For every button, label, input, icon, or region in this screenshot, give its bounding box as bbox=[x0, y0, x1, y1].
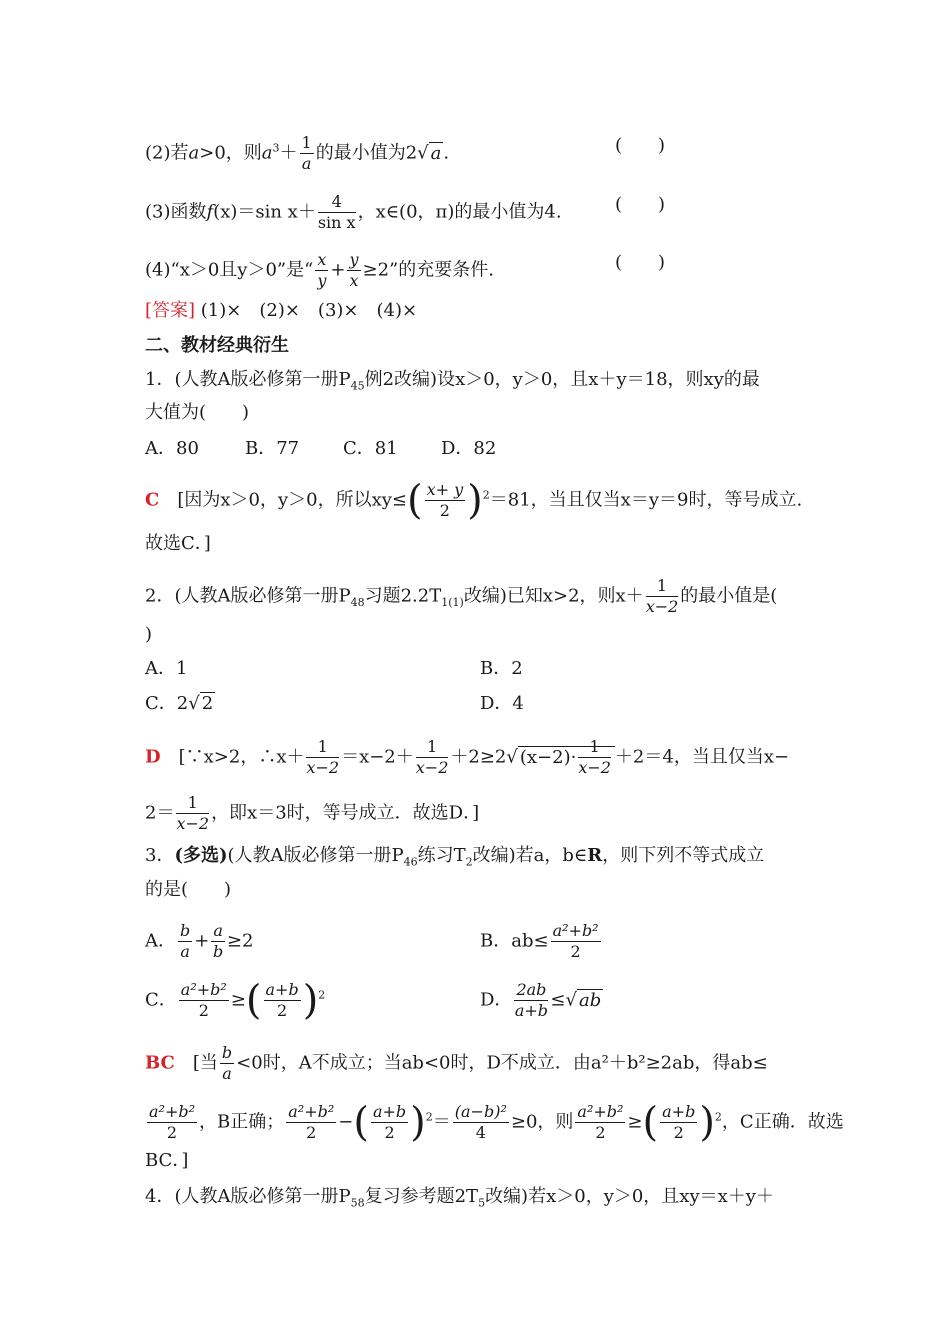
item-4-frac2 bbox=[347, 250, 360, 291]
frac-den: 2 bbox=[306, 1123, 317, 1142]
frac-den: y bbox=[317, 271, 327, 290]
q3-line2: 的是( ) bbox=[145, 879, 232, 900]
answer-text: (1)× (2)× (3)× (4)× bbox=[195, 300, 418, 321]
right-paren: ) bbox=[699, 1099, 715, 1146]
q2-answer: D [∵x>2，∴x＋ $\frac{1}{x-2}$ ＝x−2＋ $\frac{1}{x-2}$ ＋2≥2√ (x−2)· $\frac{1}{x-2}$ ＋2＝4，当且仅当x− bbox=[145, 737, 790, 777]
frac-den: a+b bbox=[514, 1001, 549, 1020]
q3-ans-frac5 bbox=[453, 1102, 509, 1143]
item-2-prefix: (2)若 bbox=[145, 142, 189, 164]
frac-den: x−2 bbox=[415, 758, 449, 777]
q3-line1 bbox=[145, 843, 810, 876]
q1-option-a: A．80 bbox=[145, 438, 199, 459]
q2-text-c: 的最小值是( bbox=[680, 585, 778, 607]
q3-eq: ＝ bbox=[432, 1111, 451, 1133]
frac-den: 2 bbox=[439, 501, 450, 520]
q3-ans-frac7 bbox=[660, 1102, 697, 1143]
q3-a-frac1 bbox=[178, 921, 192, 962]
q1-option-b: B．77 bbox=[245, 438, 300, 459]
item-2-root: a bbox=[430, 142, 442, 164]
frac-den: 2 bbox=[277, 1001, 288, 1020]
q2-ans-frac2 bbox=[416, 737, 449, 778]
frac-num: a²+b² bbox=[180, 980, 227, 999]
item-3-prefix: (3)函数 bbox=[145, 201, 207, 223]
q3-minus: − bbox=[338, 1111, 354, 1133]
frac-den: a bbox=[180, 942, 190, 961]
q1-answer-letter: C bbox=[145, 489, 160, 511]
item-4-prefix: (4)“x＞0且y＞0”是“ bbox=[145, 259, 314, 281]
q1-text: 1．(人教A版必修第一册P bbox=[145, 369, 351, 390]
q2-answer-line2 bbox=[145, 793, 810, 834]
frac-num: 1 bbox=[306, 737, 339, 758]
q1-option-d: D．82 bbox=[441, 438, 497, 459]
frac-den: x−2 bbox=[176, 814, 210, 833]
frac-den: sin x bbox=[317, 213, 356, 232]
q3-text-b: (人教A版必修第一册P bbox=[227, 845, 404, 866]
q3-c-frac1 bbox=[179, 980, 229, 1021]
q3-text-d: 改编)若a，b∈ bbox=[472, 845, 588, 866]
frac-num: 2ab bbox=[516, 980, 547, 999]
q2-answer2-b: ，即x＝3时，等号成立．故选D．] bbox=[211, 802, 480, 824]
q2-answer-letter: D bbox=[145, 746, 161, 768]
frac-num: a²+b² bbox=[149, 1102, 196, 1121]
q2-answer-a: [∵x>2，∴x＋ bbox=[160, 746, 305, 768]
q3-ans-frac2 bbox=[147, 1102, 197, 1143]
q1-sub: 45 bbox=[350, 379, 365, 393]
q3-ans-frac1 bbox=[220, 1043, 234, 1084]
q2-ans-frac1 bbox=[306, 737, 339, 778]
frac-den: 2 bbox=[673, 1123, 684, 1142]
q2-mid: 习题2.2T bbox=[364, 585, 442, 607]
q3-ans-frac3 bbox=[286, 1102, 336, 1143]
q2-root-in: (x−2)· bbox=[519, 746, 577, 768]
right-paren: ) bbox=[467, 477, 483, 524]
q3-answer-letter: BC bbox=[145, 1052, 175, 1074]
frac-den: 2 bbox=[384, 1123, 395, 1142]
frac-num: a²+b² bbox=[577, 1102, 624, 1121]
q1-line2: 大值为( ) bbox=[145, 402, 250, 423]
right-paren: ) bbox=[302, 977, 319, 1024]
q3-answer-line3: BC．] bbox=[145, 1150, 189, 1171]
q4-mid: 复习参考题2T bbox=[364, 1186, 479, 1207]
q2-option-c: C．2 bbox=[145, 693, 189, 714]
item-4-tail: ≥2”的充要条件. bbox=[362, 259, 494, 281]
answer-line bbox=[145, 298, 810, 324]
frac-num: b bbox=[221, 1043, 233, 1062]
q2-ans-frac4 bbox=[176, 793, 209, 834]
q2-answer2-a: 2＝ bbox=[145, 802, 175, 824]
q3-c-ge: ≥ bbox=[230, 989, 246, 1011]
q3-sub1: 46 bbox=[403, 855, 418, 869]
q2-sub2: 1(1) bbox=[441, 596, 464, 610]
item-2-cond: >0，则 bbox=[199, 142, 262, 164]
frac-den: x−2 bbox=[578, 758, 611, 777]
frac-num: a²+b² bbox=[288, 1102, 335, 1121]
q2-options-ab bbox=[145, 656, 810, 682]
frac-den: x bbox=[349, 271, 359, 290]
q3-ans-frac4 bbox=[371, 1102, 408, 1143]
frac-num: (a−b)² bbox=[454, 1102, 507, 1121]
q2-option-c-root: 2 bbox=[201, 693, 214, 714]
answer-blank: ( ) bbox=[614, 252, 665, 273]
q3-reals: R bbox=[587, 845, 603, 866]
q3-option-d-label: D． bbox=[480, 989, 513, 1011]
q3-num: 3． bbox=[145, 845, 175, 866]
q3-option-a-label: A． bbox=[145, 930, 176, 952]
frac-num: a bbox=[213, 921, 223, 940]
frac-num: 1 bbox=[176, 793, 209, 814]
q3-d-le: ≤ bbox=[550, 989, 566, 1011]
frac-num: 1 bbox=[301, 133, 312, 152]
q2-answer-d: ＋2＝4，当且仅当x− bbox=[614, 746, 790, 768]
frac-den: a bbox=[222, 1064, 232, 1083]
right-paren: ) bbox=[410, 1099, 426, 1146]
frac-den: x−2 bbox=[306, 758, 340, 777]
q3-answer2-c: ，C正确．故选 bbox=[721, 1111, 844, 1133]
answer-blank: ( ) bbox=[614, 135, 665, 156]
q4-line1 bbox=[145, 1184, 810, 1217]
q3-text-e: ，则下列不等式成立 bbox=[602, 845, 765, 866]
q2-text-b: 改编)已知x>2，则x＋ bbox=[463, 585, 644, 607]
q1-answer bbox=[145, 477, 810, 524]
q4-text-b: 改编)若x＞0，y＞0，且xy＝x＋y＋ bbox=[485, 1186, 774, 1207]
q3-a-plus: + bbox=[194, 930, 210, 952]
q2-answer-c: ＋2≥2 bbox=[450, 746, 507, 768]
q3-a-frac2 bbox=[211, 921, 225, 962]
q3-text-c: 练习T bbox=[417, 845, 466, 866]
left-paren: ( bbox=[245, 977, 262, 1024]
q2-root bbox=[518, 737, 615, 777]
q3-ans-frac6 bbox=[575, 1102, 625, 1143]
frac-num: a+b bbox=[662, 1102, 696, 1121]
answer-blank: ( ) bbox=[614, 194, 665, 215]
q2-options-cd: C．2√ 2 D．4 bbox=[145, 691, 810, 717]
frac-num: a+b bbox=[265, 980, 299, 999]
q3-option-d: D． $\frac{2ab}{a+b}$ ≤√ ab bbox=[480, 980, 602, 1020]
q1-answer-line2: 故选C．] bbox=[145, 533, 211, 554]
frac-num: 1 bbox=[646, 576, 679, 597]
frac-den: 4 bbox=[475, 1123, 486, 1142]
item-3-tail: ，x∈(0，π)的最小值为4. bbox=[357, 201, 562, 223]
frac-num: a²+b² bbox=[552, 921, 599, 940]
item-2-tail: 的最小值为 bbox=[315, 142, 406, 164]
left-paren: ( bbox=[642, 1099, 659, 1146]
q2-frac bbox=[646, 576, 679, 617]
item-2-plus: ＋ bbox=[279, 142, 298, 164]
q3-c-frac2 bbox=[264, 980, 301, 1021]
frac-num: a+b bbox=[372, 1102, 407, 1121]
q2-option-a: A．1 bbox=[145, 658, 188, 679]
q2-answer-b: ＝x−2＋ bbox=[341, 746, 414, 768]
q3-answer1-a: [当 bbox=[174, 1052, 218, 1074]
item-4-frac1 bbox=[315, 250, 328, 291]
frac-den: 2 bbox=[166, 1123, 178, 1142]
q4-sub1: 58 bbox=[350, 1196, 365, 1210]
item-2-exp: 3 bbox=[272, 141, 280, 155]
frac-num: 4 bbox=[318, 192, 356, 213]
q3-b-frac bbox=[551, 921, 601, 962]
q1-answer-post: ＝81，当且仅当x＝y＝9时，等号成立. bbox=[489, 489, 803, 511]
q3-answer2-b: ≥0，则 bbox=[510, 1111, 574, 1133]
q2-line2: ) bbox=[145, 624, 153, 645]
frac-den: 2 bbox=[595, 1123, 606, 1142]
q3-d-frac bbox=[514, 980, 548, 1021]
left-paren: ( bbox=[406, 477, 423, 524]
q3-ge: ≥ bbox=[627, 1111, 643, 1133]
item-2-var: a bbox=[188, 142, 200, 164]
q3-d-root: ab bbox=[578, 989, 602, 1011]
q1-text-b: 例2改编)设x＞0，y＞0，且x＋y＝18，则xy的最 bbox=[364, 369, 760, 390]
square-exp: 2 bbox=[425, 1110, 433, 1124]
item-2-val: 2 bbox=[405, 142, 418, 164]
frac-num: b bbox=[180, 921, 191, 940]
frac-num: x+ y bbox=[426, 480, 464, 499]
frac-den: x−2 bbox=[645, 597, 679, 616]
item-3-x: (x)＝sin x＋ bbox=[213, 201, 316, 223]
q2-line1 bbox=[145, 576, 810, 617]
q1-line1 bbox=[145, 367, 810, 400]
q2-option-b: B．2 bbox=[480, 658, 523, 679]
q3-sub2: 2 bbox=[465, 855, 473, 869]
q3-answer-line2 bbox=[145, 1099, 844, 1146]
q2-sub1: 48 bbox=[350, 596, 365, 610]
item-2: (2)若a>0，则$a^3+$ $\frac{1}{a}$ 的最小值为2√ a . ( ) bbox=[145, 133, 665, 173]
square-exp: 2 bbox=[482, 488, 490, 502]
item-3-frac bbox=[318, 192, 356, 233]
frac-den: 2 bbox=[570, 942, 581, 961]
frac-num: 1 bbox=[416, 737, 449, 758]
item-4-plus: + bbox=[330, 259, 346, 281]
item-2-a3: a bbox=[261, 142, 273, 164]
q3-option-b-label: B．ab≤ bbox=[480, 930, 549, 952]
q4-text: 4．(人教A版必修第一册P bbox=[145, 1186, 351, 1207]
square-exp: 2 bbox=[318, 988, 326, 1002]
q3-a-tail: ≥2 bbox=[226, 930, 254, 952]
q3-multi: (多选) bbox=[174, 845, 228, 866]
frac-num: y bbox=[349, 250, 359, 269]
frac-den: b bbox=[212, 942, 224, 961]
left-paren: ( bbox=[353, 1099, 369, 1146]
q1-answer-frac bbox=[425, 480, 466, 521]
q1-answer-pre: [因为x＞0，y＞0，所以xy≤ bbox=[159, 489, 407, 511]
frac-num: 1 bbox=[578, 737, 611, 758]
q3-option-b bbox=[480, 921, 603, 962]
item-2-frac bbox=[300, 133, 314, 174]
q3-options-ab bbox=[145, 921, 810, 962]
q3-answer2-a: ，B正确； bbox=[199, 1111, 285, 1133]
square-exp: 2 bbox=[714, 1110, 722, 1124]
item-2-end: . bbox=[443, 142, 450, 164]
q3-answer1-b: <0时，A不成立；当ab<0时，D不成立．由a²＋b²≥2ab，得ab≤ bbox=[236, 1052, 768, 1074]
q2-option-d: D．4 bbox=[480, 693, 524, 714]
frac-den: a bbox=[301, 154, 312, 173]
answer-tag: [答案] bbox=[145, 300, 196, 321]
q3-options-cd bbox=[145, 977, 810, 1024]
item-3 bbox=[145, 192, 810, 233]
item-4 bbox=[145, 250, 810, 291]
section-heading: 二、教材经典衍生 bbox=[145, 335, 289, 356]
q4-sub2: 5 bbox=[478, 1196, 486, 1210]
item-3-f: f bbox=[206, 201, 214, 223]
q1-option-c: C．81 bbox=[343, 438, 398, 459]
q3-answer-line1 bbox=[145, 1043, 810, 1084]
frac-den: 2 bbox=[198, 1001, 209, 1020]
frac-num: x bbox=[317, 250, 327, 269]
q2-ans-frac3 bbox=[578, 737, 611, 778]
q3-option-c-label: C． bbox=[145, 989, 177, 1011]
q2-text: 2．(人教A版必修第一册P bbox=[145, 585, 351, 607]
